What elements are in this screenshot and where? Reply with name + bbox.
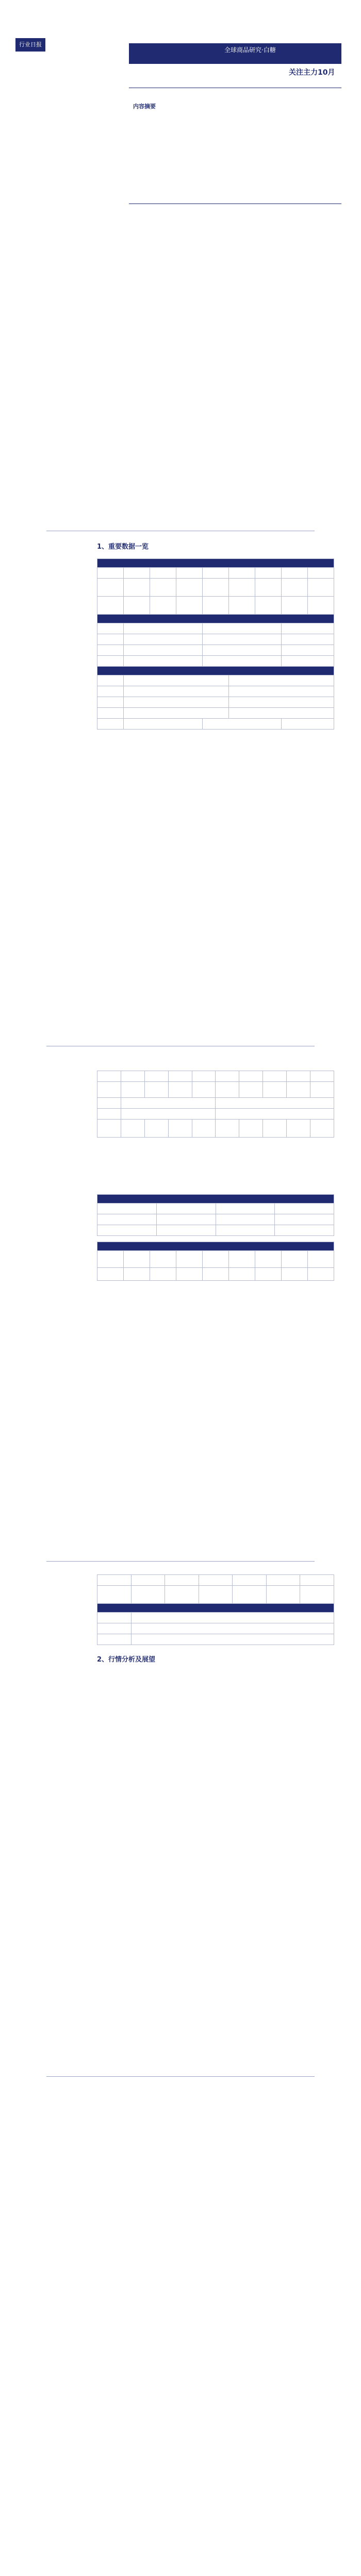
table-row	[97, 1225, 334, 1236]
table-band-row	[97, 667, 334, 675]
table-row	[97, 1120, 334, 1138]
table-row	[97, 656, 334, 667]
page-4	[0, 1546, 361, 2061]
table-row	[97, 634, 334, 645]
table-band-row	[97, 1195, 334, 1204]
table-row	[97, 645, 334, 656]
table-band-row	[97, 1242, 334, 1251]
table-row	[97, 623, 334, 634]
table-row	[97, 1575, 334, 1586]
table-row	[97, 1109, 334, 1120]
inventory-table	[97, 1194, 334, 1236]
table-row	[97, 719, 334, 730]
table-band-cell	[97, 615, 334, 623]
page-runner-rule	[46, 1561, 315, 1562]
table-row	[97, 675, 334, 686]
table-row	[97, 1251, 334, 1268]
report-type-tag: 行业日报	[15, 38, 45, 52]
page-2	[0, 515, 361, 1030]
table-row	[97, 1071, 334, 1082]
table-row	[97, 697, 334, 708]
table-band-cell	[97, 1195, 334, 1204]
header-banner-title: 全球商品研究·白糖	[224, 46, 276, 54]
table-row	[97, 579, 334, 597]
key-data-table	[97, 558, 334, 730]
table-row	[97, 1634, 334, 1645]
table-band-row	[97, 1604, 334, 1613]
page-5	[0, 2061, 361, 2576]
table-band-cell	[97, 1604, 334, 1613]
table-row	[97, 568, 334, 579]
section-2-title: 2、行情分析及展望	[97, 1656, 156, 1664]
table-row	[97, 1613, 334, 1623]
table-band-row	[97, 615, 334, 623]
table-row	[97, 1082, 334, 1098]
page-runner-rule	[46, 2076, 315, 2077]
report-headline: 关注主力10月	[289, 69, 335, 77]
table-row	[97, 597, 334, 615]
table-row	[97, 686, 334, 697]
table-row	[97, 1204, 334, 1214]
futures-table	[97, 1242, 334, 1281]
summary-title: 内容摘要	[133, 103, 156, 110]
table-band-cell	[97, 1242, 334, 1251]
table-row	[97, 1098, 334, 1109]
table-row	[97, 1268, 334, 1281]
table-band-cell	[97, 667, 334, 675]
page-1	[0, 0, 361, 515]
spread-table	[97, 1574, 334, 1645]
table-row	[97, 1586, 334, 1604]
table-row	[97, 708, 334, 719]
table-row	[97, 1214, 334, 1225]
table-band-cell	[97, 559, 334, 568]
price-table	[97, 1071, 334, 1138]
page-3	[0, 1030, 361, 1546]
table-row	[97, 1623, 334, 1634]
section-1-title: 1、重要数据一览	[97, 543, 149, 551]
table-band-row	[97, 559, 334, 568]
